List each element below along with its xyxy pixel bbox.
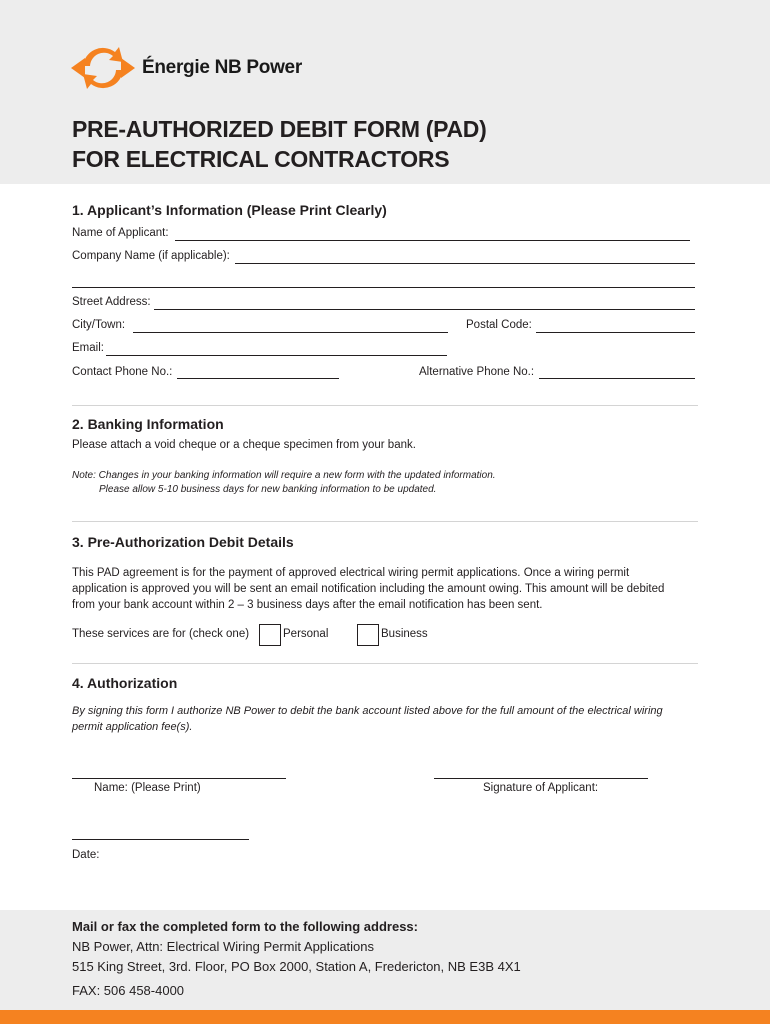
section-divider bbox=[72, 521, 698, 522]
city-town-label: City/Town: bbox=[72, 319, 126, 331]
alternative-phone-field[interactable] bbox=[539, 378, 695, 379]
banking-note-line-2: Please allow 5-10 business days for new banking information to be updated. bbox=[99, 484, 437, 495]
banking-note-line-1: Note: Changes in your banking information will require a new form with the updated information. bbox=[72, 470, 496, 481]
address-line-2: 515 King Street, 3rd. Floor, PO Box 2000, Station A, Fredericton, NB E3B 4X1 bbox=[72, 959, 521, 974]
personal-option-label: Personal bbox=[283, 628, 329, 640]
banking-note bbox=[72, 469, 496, 497]
pad-details-line-3: from your bank account within 2 – 3 business days after the email notification has been sent. bbox=[72, 599, 543, 611]
footer-accent-bar bbox=[0, 1010, 770, 1024]
title-line-2: FOR ELECTRICAL CONTRACTORS bbox=[72, 146, 450, 172]
logo-text: Énergie NB Power bbox=[142, 57, 302, 78]
contact-phone-label: Contact Phone No.: bbox=[72, 366, 173, 378]
pad-details-line-1: This PAD agreement is for the payment of approved electrical wiring permit applications. Once a wiring permit bbox=[72, 567, 630, 579]
email-label: Email: bbox=[72, 342, 104, 354]
name-of-applicant-field[interactable] bbox=[175, 240, 690, 241]
postal-code-label: Postal Code: bbox=[466, 319, 532, 331]
contact-phone-field[interactable] bbox=[177, 378, 339, 379]
signature-label: Signature of Applicant: bbox=[483, 782, 599, 794]
section-4-title: 4. Authorization bbox=[72, 675, 178, 691]
section-3-title: 3. Pre-Authorization Debit Details bbox=[72, 534, 294, 550]
date-label: Date: bbox=[72, 849, 100, 861]
title-line-1: PRE-AUTHORIZED DEBIT FORM (PAD) bbox=[72, 116, 487, 142]
section-1-title: 1. Applicant’s Information (Please Print Clearly) bbox=[72, 202, 387, 218]
pad-details-body bbox=[72, 565, 664, 613]
business-option-label: Business bbox=[381, 628, 428, 640]
address-line-1: NB Power, Attn: Electrical Wiring Permit Applications bbox=[72, 939, 375, 954]
authorization-statement-line-2: permit application fee(s). bbox=[72, 721, 193, 733]
company-name-field-line-2[interactable] bbox=[72, 287, 695, 288]
email-field[interactable] bbox=[106, 355, 447, 356]
city-town-field[interactable] bbox=[133, 332, 448, 333]
section-divider bbox=[72, 663, 698, 664]
postal-code-field[interactable] bbox=[536, 332, 695, 333]
company-name-field[interactable] bbox=[235, 263, 695, 264]
section-divider bbox=[72, 405, 698, 406]
alternative-phone-label: Alternative Phone No.: bbox=[419, 366, 535, 378]
company-name-label: Company Name (if applicable): bbox=[72, 250, 230, 262]
fax-number: FAX: 506 458-4000 bbox=[72, 983, 185, 998]
nb-power-logo-icon bbox=[71, 44, 135, 92]
page-title bbox=[72, 114, 486, 174]
section-2-title: 2. Banking Information bbox=[72, 416, 224, 432]
date-field[interactable] bbox=[72, 839, 249, 840]
name-of-applicant-label: Name of Applicant: bbox=[72, 227, 169, 239]
signature-field[interactable] bbox=[434, 778, 648, 779]
authorization-statement-line-1: By signing this form I authorize NB Power to debit the bank account listed above for the full amount of the electrical wiring bbox=[72, 705, 663, 717]
name-print-field[interactable] bbox=[72, 778, 286, 779]
street-address-label: Street Address: bbox=[72, 296, 151, 308]
personal-checkbox[interactable] bbox=[259, 624, 281, 646]
nb-power-logo bbox=[71, 44, 302, 92]
authorization-statement bbox=[72, 703, 663, 735]
business-checkbox[interactable] bbox=[357, 624, 379, 646]
services-label: These services are for (check one) bbox=[72, 628, 250, 640]
pad-details-line-2: application is approved you will be sent an email notification including the amount owing. This amount will be debited bbox=[72, 583, 665, 595]
mail-fax-heading: Mail or fax the completed form to the following address: bbox=[72, 919, 418, 934]
street-address-field[interactable] bbox=[154, 309, 695, 310]
name-print-label: Name: (Please Print) bbox=[94, 782, 201, 794]
banking-instruction: Please attach a void cheque or a cheque specimen from your bank. bbox=[72, 439, 416, 451]
